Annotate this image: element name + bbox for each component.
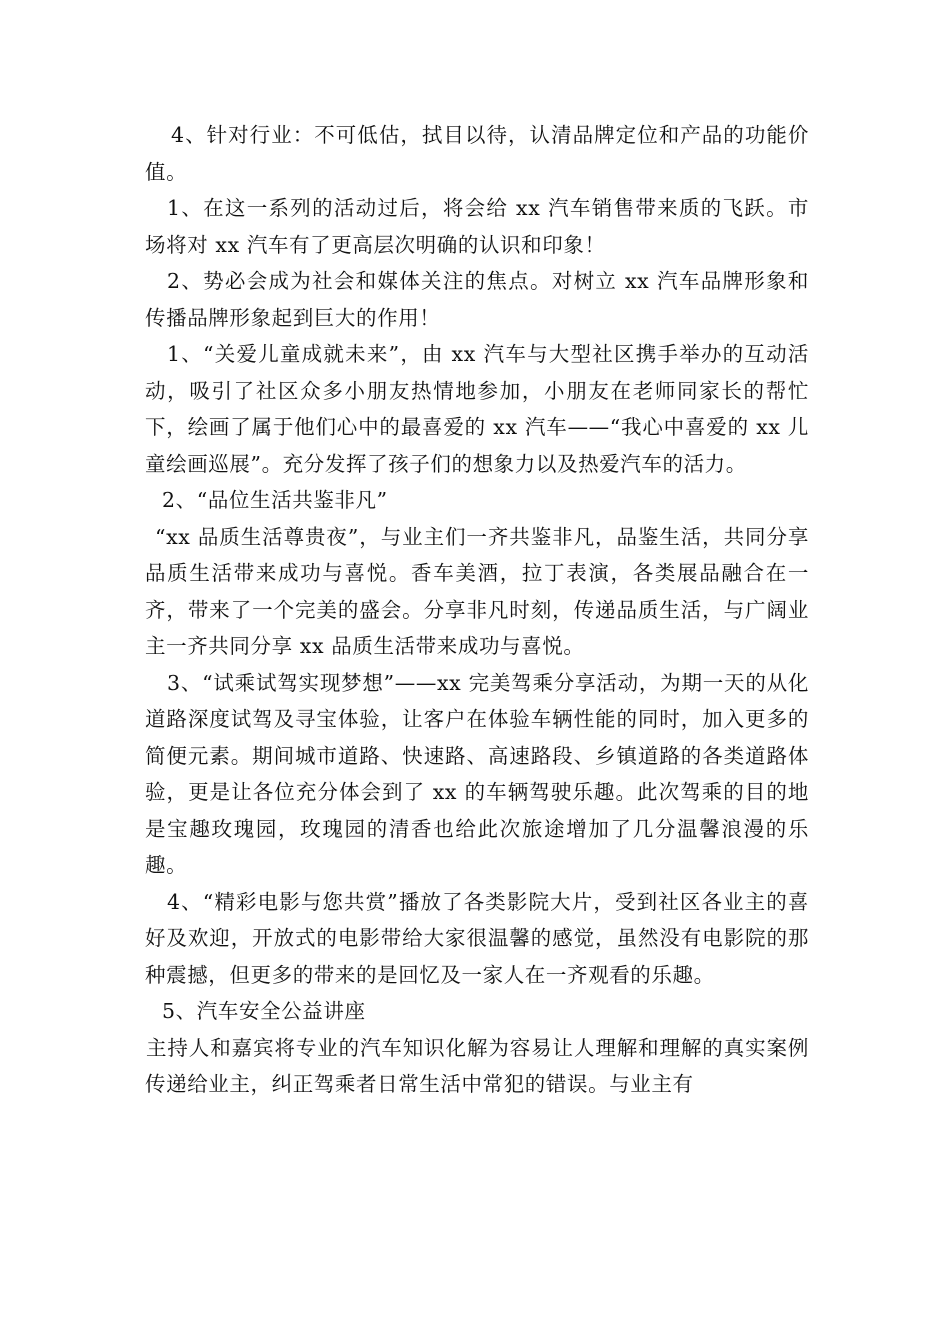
paragraph-children-activity: 1、“关爱儿童成就未来”，由 xx 汽车与大型社区携手举办的互动活动，吸引了社区众多小朋友热情地参加，小朋友在老师同家长的帮忙下，绘画了属于他们心中的最喜爱的 xx 汽车——“我心中喜爱的 xx 儿童绘画巡展”。充分发挥了孩子们的想象力以及热爱汽车的活力。 bbox=[145, 342, 809, 476]
paragraph-media-focus: 2、势必会成为社会和媒体关注的焦点。对树立 xx 汽车品牌形象和传播品牌形象起到巨大的作用！ bbox=[145, 269, 809, 330]
paragraph-sales-leap: 1、在这一系列的活动过后，将会给 xx 汽车销售带来质的飞跃。市场将对 xx 汽车有了更高层次明确的认识和印象！ bbox=[145, 196, 809, 257]
paragraph-heading-safety-lecture: 5、汽车安全公益讲座 bbox=[162, 999, 366, 1023]
paragraph-heading-quality-life: 2、“品位生活共鉴非凡” bbox=[162, 488, 388, 512]
paragraph-test-drive: 3、“试乘试驾实现梦想”——xx 完美驾乘分享活动，为期一天的从化道路深度试驾及寻宝体验，让客户在体验车辆性能的同时，加入更多的简便元素。期间城市道路、快速路、高速路段、乡镇道路的各类道路体验，更是让各位充分体会到了 xx 的车辆驾驶乐趣。此次驾乘的目的地是宝趣玫瑰园，玫瑰园的清香也给此次旅途增加了几分温馨浪漫的乐趣。 bbox=[145, 670, 809, 877]
paragraph-quality-night: “xx 品质生活尊贵夜”，与业主们一齐共鉴非凡，品鉴生活，共同分享品质生活带来成功与喜悦。香车美酒，拉丁表演，各类展品融合在一齐，带来了一个完美的盛会。分享非凡时刻，传递品质生活，与广阔业主一齐共同分享 xx 品质生活带来成功与喜悦。 bbox=[145, 524, 809, 658]
paragraph-industry-point: 4、针对行业：不可低估，拭目以待，认清品牌定位和产品的功能价值。 bbox=[145, 123, 809, 184]
paragraph-movie-night: 4、“精彩电影与您共赏”播放了各类影院大片，受到社区各业主的喜好及欢迎，开放式的电影带给大家很温馨的感觉，虽然没有电影院的那种震撼，但更多的带来的是回忆及一家人在一齐观看的乐趣。 bbox=[145, 889, 809, 987]
paragraph-safety-lecture: 主持人和嘉宾将专业的汽车知识化解为容易让人理解和理解的真实案例传递给业主，纠正驾乘者日常生活中常犯的错误。与业主有 bbox=[145, 1035, 809, 1096]
